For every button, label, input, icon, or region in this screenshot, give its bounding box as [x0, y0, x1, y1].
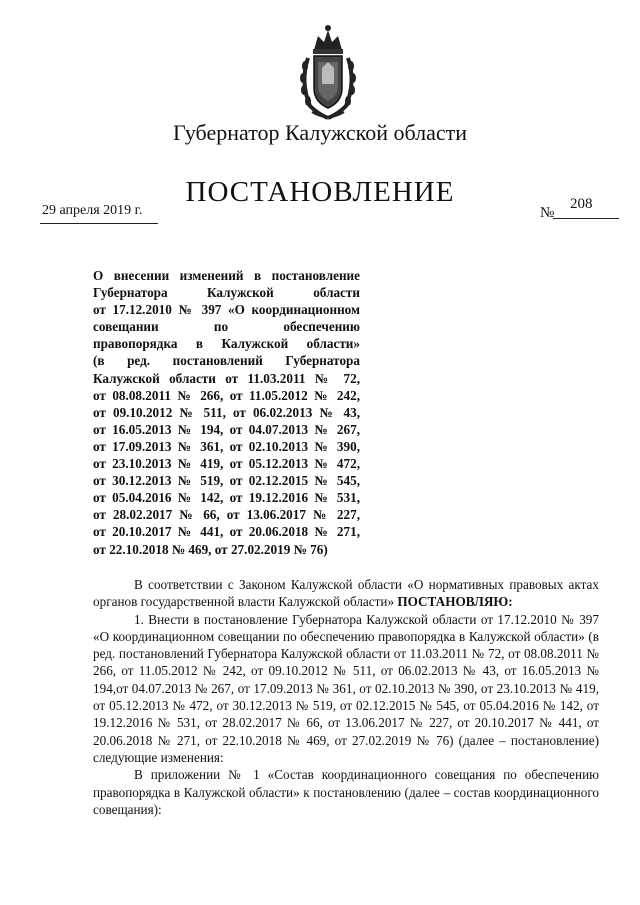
title-line: от 05.04.2016 № 142, от 19.12.2016 № 531,: [93, 490, 360, 506]
title-line: от 28.02.2017 № 66, от 13.06.2017 № 227,: [93, 507, 360, 523]
title-line: от 30.12.2013 № 519, от 02.12.2015 № 545,: [93, 473, 360, 489]
decree-word: ПОСТАНОВЛЯЮ:: [397, 594, 513, 610]
title-line: Губернатора Калужской области: [93, 285, 360, 301]
title-line: совещании по обеспечению: [93, 319, 360, 335]
title-line: от 08.08.2011 № 266, от 11.05.2012 № 242,: [93, 387, 360, 403]
document-body: [93, 576, 599, 818]
title-line: О внесении изменений в постановление: [93, 268, 360, 283]
title-line: от 09.10.2012 № 511, от 06.02.2013 № 43,: [93, 404, 360, 420]
document-number: 208: [570, 196, 593, 212]
kaluga-coat-of-arms-icon: [296, 22, 360, 122]
title-line: от 17.12.2010 № 397 «О координационном: [93, 302, 360, 318]
title-line: от 20.10.2017 № 441, от 20.06.2018 № 271,: [93, 524, 360, 540]
issuing-authority: Губернатор Калужской области: [172, 120, 468, 145]
document-title: [93, 267, 360, 558]
number-underline: [553, 218, 619, 219]
title-line: Калужской области от 11.03.2011 № 72,: [93, 370, 360, 386]
number-sign: №: [540, 205, 555, 221]
title-line: (в ред. постановлений Губернатора: [93, 353, 360, 369]
title-line: от 16.05.2013 № 194, от 04.07.2013 № 267,: [93, 421, 360, 437]
title-line: от 23.10.2013 № 419, от 05.12.2013 № 472,: [93, 456, 360, 472]
preamble-paragraph: [93, 576, 599, 611]
item-1-subparagraph: В приложении № 1 «Состав координационного совещания по обеспечению правопорядка в Калужской области» к постановлению (далее – состав координационного совещания):: [93, 767, 599, 817]
item-1-paragraph: 1. Внести в постановление Губернатора Калужской области от 17.12.2010 № 397 «О координационном совещании по обеспечению правопорядка в Калужской области» (в ред. постановлений Губернатора Калужской области от 11.03.2011 № 72, от 08.08.2011 № 266, от 11.05.2012 № 242, от 09.10.2012 № 511, от 06.02.2013 № 43, от 16.05.2013 № 194,от 04.07.2013 № 267, от 17.09.2013 № 361, от 02.10.2013 № 390, от 23.10.2013 № 419, от 05.12.2013 № 472, от 30.12.2013 № 519, от 02.12.2015 № 545, от 05.04.2016 № 142, от 19.12.2016 № 531, от 28.02.2017 № 66, от 13.06.2017 № 227, от 20.10.2017 № 441, от 20.06.2018 № 271, от 22.10.2018 № 469, от 27.02.2019 № 76) (далее – постановление) следующие изменения:: [93, 611, 599, 765]
title-line: от 17.09.2013 № 361, от 02.10.2013 № 390,: [93, 438, 360, 454]
title-line: правопорядка в Калужской области»: [93, 336, 360, 352]
document-date: 29 апреля 2019 г.: [42, 203, 143, 218]
title-line: от 22.10.2018 № 469, от 27.02.2019 № 76): [93, 541, 328, 557]
date-underline: [40, 223, 158, 224]
preamble-text: В соответствии с Законом Калужской области «О нормативных правовых актах органов государственной власти Калужской области»: [93, 577, 599, 610]
document-type-heading: ПОСТАНОВЛЕНИЕ: [185, 176, 455, 208]
